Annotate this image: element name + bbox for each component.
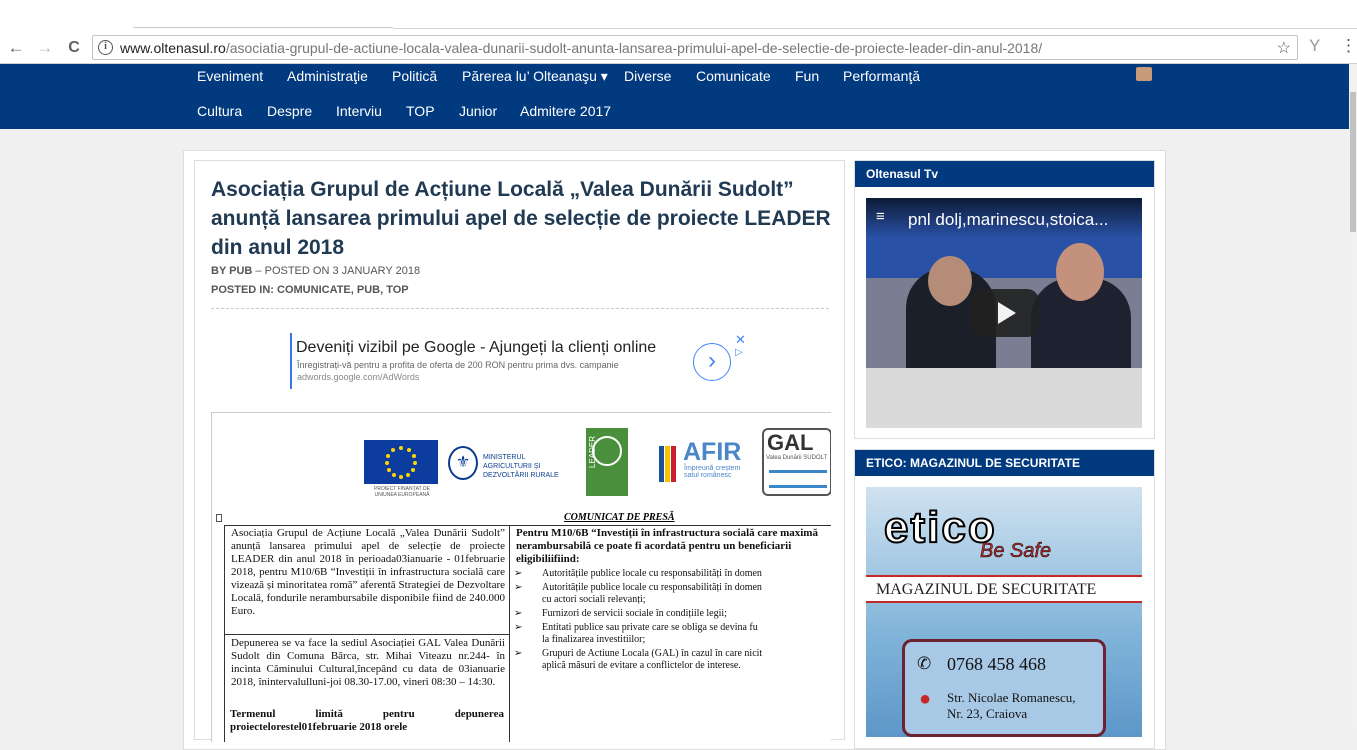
nav-item-fun[interactable]: Fun bbox=[795, 68, 820, 84]
article-categories bbox=[211, 284, 409, 296]
site-info-icon[interactable]: i bbox=[98, 40, 113, 55]
ad-headline[interactable]: Deveniți vizibil pe Google - Ajungeți la clienți online bbox=[296, 339, 657, 356]
playlist-icon[interactable]: ≡ bbox=[876, 208, 885, 225]
phone-icon: ✆ bbox=[917, 654, 932, 673]
play-button[interactable] bbox=[971, 289, 1039, 337]
bullet-text: Autoritățile publice locale cu responsabilități în domen bbox=[542, 568, 762, 579]
tab-divider bbox=[393, 28, 1357, 29]
afir-logo: AFIR bbox=[683, 438, 742, 466]
logo-strip bbox=[364, 428, 831, 498]
ad-url[interactable]: adwords.google.com/AdWords bbox=[297, 372, 420, 382]
article bbox=[194, 160, 845, 740]
tab-divider bbox=[133, 27, 393, 28]
table-border bbox=[224, 634, 509, 635]
bullet-arrow-icon: ➢ bbox=[514, 582, 523, 593]
nav-item-politica[interactable]: Politică bbox=[392, 68, 438, 84]
etico-address-line2: Nr. 23, Craiova bbox=[947, 706, 1028, 721]
scrollbar-thumb[interactable] bbox=[1350, 92, 1356, 232]
nav-item-despre[interactable]: Despre bbox=[267, 103, 313, 119]
press-release-image bbox=[211, 412, 831, 742]
url-host: www.oltenasul.ro bbox=[120, 40, 226, 56]
browser-menu-icon[interactable]: ⋮ bbox=[1340, 36, 1357, 55]
sidebar-widget-etico bbox=[854, 449, 1155, 749]
eu-flag-logo bbox=[364, 440, 438, 484]
eu-stars bbox=[364, 440, 438, 484]
bullet-arrow-icon: ➢ bbox=[514, 568, 523, 579]
etico-logo: etico bbox=[884, 503, 997, 552]
eu-caption: PROIECT FINANȚAT DE UNIUNEA EUROPEANĂ bbox=[374, 486, 430, 498]
sidebar-widget-tv bbox=[854, 160, 1155, 439]
press-release-heading: COMUNICAT DE PRESĂ bbox=[564, 512, 675, 523]
nav-item-parerea[interactable]: Părerea lu’ Olteanaşu ▾ bbox=[462, 68, 608, 84]
bullet-text: Autoritățile publice locale cu responsabilități în domen bbox=[542, 582, 762, 593]
nav-item-eveniment[interactable]: Eveniment bbox=[197, 68, 264, 84]
widget-title: Oltenasul Tv bbox=[855, 161, 1154, 187]
page-scrollbar[interactable] bbox=[1349, 64, 1357, 730]
bullet-text: aplică măsuri de evitare a conflictelor de interese. bbox=[542, 660, 741, 671]
madr-crest-icon: ⚜ bbox=[448, 446, 478, 480]
browser-toolbar bbox=[0, 32, 1357, 64]
bullet-text: la finalizarea investitiilor; bbox=[542, 634, 646, 645]
release-col2-heading: Pentru M10/6B “Investiții în infrastructura socială care maximă nerambursabilă ce poate fi acordată pentru un beneficiarii eligibiliifiind: bbox=[516, 527, 818, 565]
afir-emblem-icon bbox=[657, 444, 677, 484]
bullet-arrow-icon: ➢ bbox=[514, 608, 523, 619]
rss-icon[interactable] bbox=[1136, 67, 1152, 81]
divider bbox=[211, 308, 829, 309]
extension-icon[interactable]: Y bbox=[1309, 36, 1321, 55]
nav-item-comunicate[interactable]: Comunicate bbox=[696, 68, 771, 84]
release-paragraph-3: Termenul limită pentru depunerea proiectelorestel01februarie 2018 orele bbox=[230, 708, 504, 733]
ad-accent bbox=[290, 333, 292, 389]
etico-address-line1: Str. Nicolae Romanescu, bbox=[947, 690, 1076, 705]
nav-item-top[interactable]: TOP bbox=[406, 103, 435, 119]
etico-contact-card bbox=[902, 639, 1106, 737]
nav-item-cultura[interactable]: Cultura bbox=[197, 103, 243, 119]
release-paragraph-1: Asociația Grupul de Acțiune Locală „Valea Dunării Sudolt” anunță lansarea primului apel de selecție de proiecte LEADER din anul 2018 în perioada03ianuarie - 01februarie 2018, pentru M10/6B “Investiții în infrastructura socială care vizează și minoritatea romă” aferentă Strategiei de Dezvoltare Locală, fondurile nerambursabile disponibile fiind de 240.000 Euro. bbox=[231, 527, 505, 617]
address-bar[interactable] bbox=[92, 35, 1298, 60]
afir-tagline: Împreună creștem satul românesc bbox=[684, 465, 741, 479]
gal-subtext: Valea Dunării SUDOLT bbox=[766, 455, 828, 461]
bullet-text: Furnizori de servicii sociale în condițiile legii; bbox=[542, 608, 727, 619]
reload-button[interactable]: C bbox=[68, 39, 80, 56]
back-button[interactable]: ← bbox=[7, 38, 25, 57]
table-border bbox=[509, 525, 510, 742]
table-border bbox=[224, 525, 831, 526]
video-title[interactable]: pnl dolj,marinescu,stoica... bbox=[908, 210, 1109, 229]
press-release-table bbox=[224, 525, 831, 742]
widget-title: ETICO: MAGAZINUL DE SECURITATE bbox=[855, 450, 1154, 476]
etico-banner[interactable] bbox=[866, 487, 1142, 737]
play-icon bbox=[998, 302, 1016, 324]
bullet-text: Grupuri de Actiune Locala (GAL) în cazul în care nicit bbox=[542, 648, 763, 659]
by-prefix: BY bbox=[211, 265, 230, 277]
nav-item-performanta[interactable]: Performanţă bbox=[843, 68, 921, 84]
bullet-text: Entitati publice sau private care se obliga se devina fu bbox=[542, 622, 758, 633]
nav-item-interviu[interactable]: Interviu bbox=[336, 103, 382, 119]
forward-button[interactable]: → bbox=[36, 38, 54, 57]
nav-item-diverse[interactable]: Diverse bbox=[624, 68, 672, 84]
google-ad[interactable] bbox=[290, 333, 755, 391]
leader-logo bbox=[586, 428, 628, 496]
video-table bbox=[866, 368, 1142, 428]
bullet-text: cu actori sociali relevanți; bbox=[542, 594, 646, 605]
nav-item-administratie[interactable]: Administraţie bbox=[287, 68, 368, 84]
category-links[interactable]: COMUNICATE, PUB, TOP bbox=[277, 284, 409, 296]
nav-item-junior[interactable]: Junior bbox=[459, 103, 498, 119]
gal-text: GAL bbox=[767, 430, 814, 455]
etico-tagline: Be Safe bbox=[980, 540, 1052, 562]
video-title-bar bbox=[866, 198, 1142, 238]
nav-item-admitere[interactable]: Admitere 2017 bbox=[520, 103, 612, 119]
author-link[interactable]: PUB bbox=[229, 265, 253, 277]
gal-river bbox=[769, 470, 827, 488]
gal-logo bbox=[762, 428, 831, 496]
youtube-video[interactable] bbox=[866, 198, 1142, 428]
madr-text: MINISTERUL AGRICULTURII ȘI DEZVOLTĂRII RURALE bbox=[483, 454, 559, 479]
url-path: /asociatia-grupul-de-actiune-locala-valea-dunarii-sudolt-anunta-lansarea-primului-apel-de-selectie-de-proiecte-leader-din-anul-2018/ bbox=[225, 40, 1043, 56]
etico-shop-text: MAGAZINUL DE SECURITATE bbox=[876, 581, 1097, 598]
video-person-head bbox=[928, 256, 972, 306]
location-pin-icon: ● bbox=[919, 688, 932, 710]
posted-on: – POSTED ON 3 JANUARY 2018 bbox=[252, 265, 421, 277]
article-title[interactable]: Asociația Grupul de Acțiune Locală „Valea Dunării Sudolt” anunță lansarea primului apel de selecție de proiecte LEADER din anul 2018 bbox=[211, 178, 831, 259]
etico-shop-bar bbox=[866, 575, 1142, 603]
site-nav bbox=[0, 64, 1349, 129]
ad-close-icon[interactable]: ✕ bbox=[735, 332, 746, 347]
ad-choices-icon[interactable]: ▷ bbox=[735, 347, 743, 358]
ad-subline: Înregistrați-vă pentru a profita de oferta de 200 RON pentru prima dvs. campanie bbox=[297, 360, 619, 370]
browser-tabstrip bbox=[0, 0, 1357, 32]
article-byline bbox=[211, 265, 420, 277]
url-text[interactable] bbox=[120, 40, 1042, 56]
etico-phone: 0768 458 468 bbox=[947, 654, 1046, 674]
video-person-head bbox=[1056, 243, 1104, 301]
release-paragraph-2: Depunerea se va face la sediul Asociației GAL Valea Dunării Sudolt din Comuna Bârca, str. Mihai Viteazu nr.244- în incinta Căminului Cultural,începând cu data de 03ianuarie 2018, înintervalulluni-joi 08.30-17.00, vineri 08:30 – 14:30. bbox=[231, 637, 505, 688]
bullet-arrow-icon: ➢ bbox=[514, 622, 523, 633]
leader-text: LEADER bbox=[588, 435, 597, 468]
posted-in-label: POSTED IN: bbox=[211, 284, 278, 296]
bookmark-star-icon[interactable]: ☆ bbox=[1276, 40, 1291, 57]
ad-open-button[interactable]: › bbox=[693, 343, 731, 381]
table-anchor-icon bbox=[216, 514, 222, 522]
bullet-arrow-icon: ➢ bbox=[514, 648, 523, 659]
